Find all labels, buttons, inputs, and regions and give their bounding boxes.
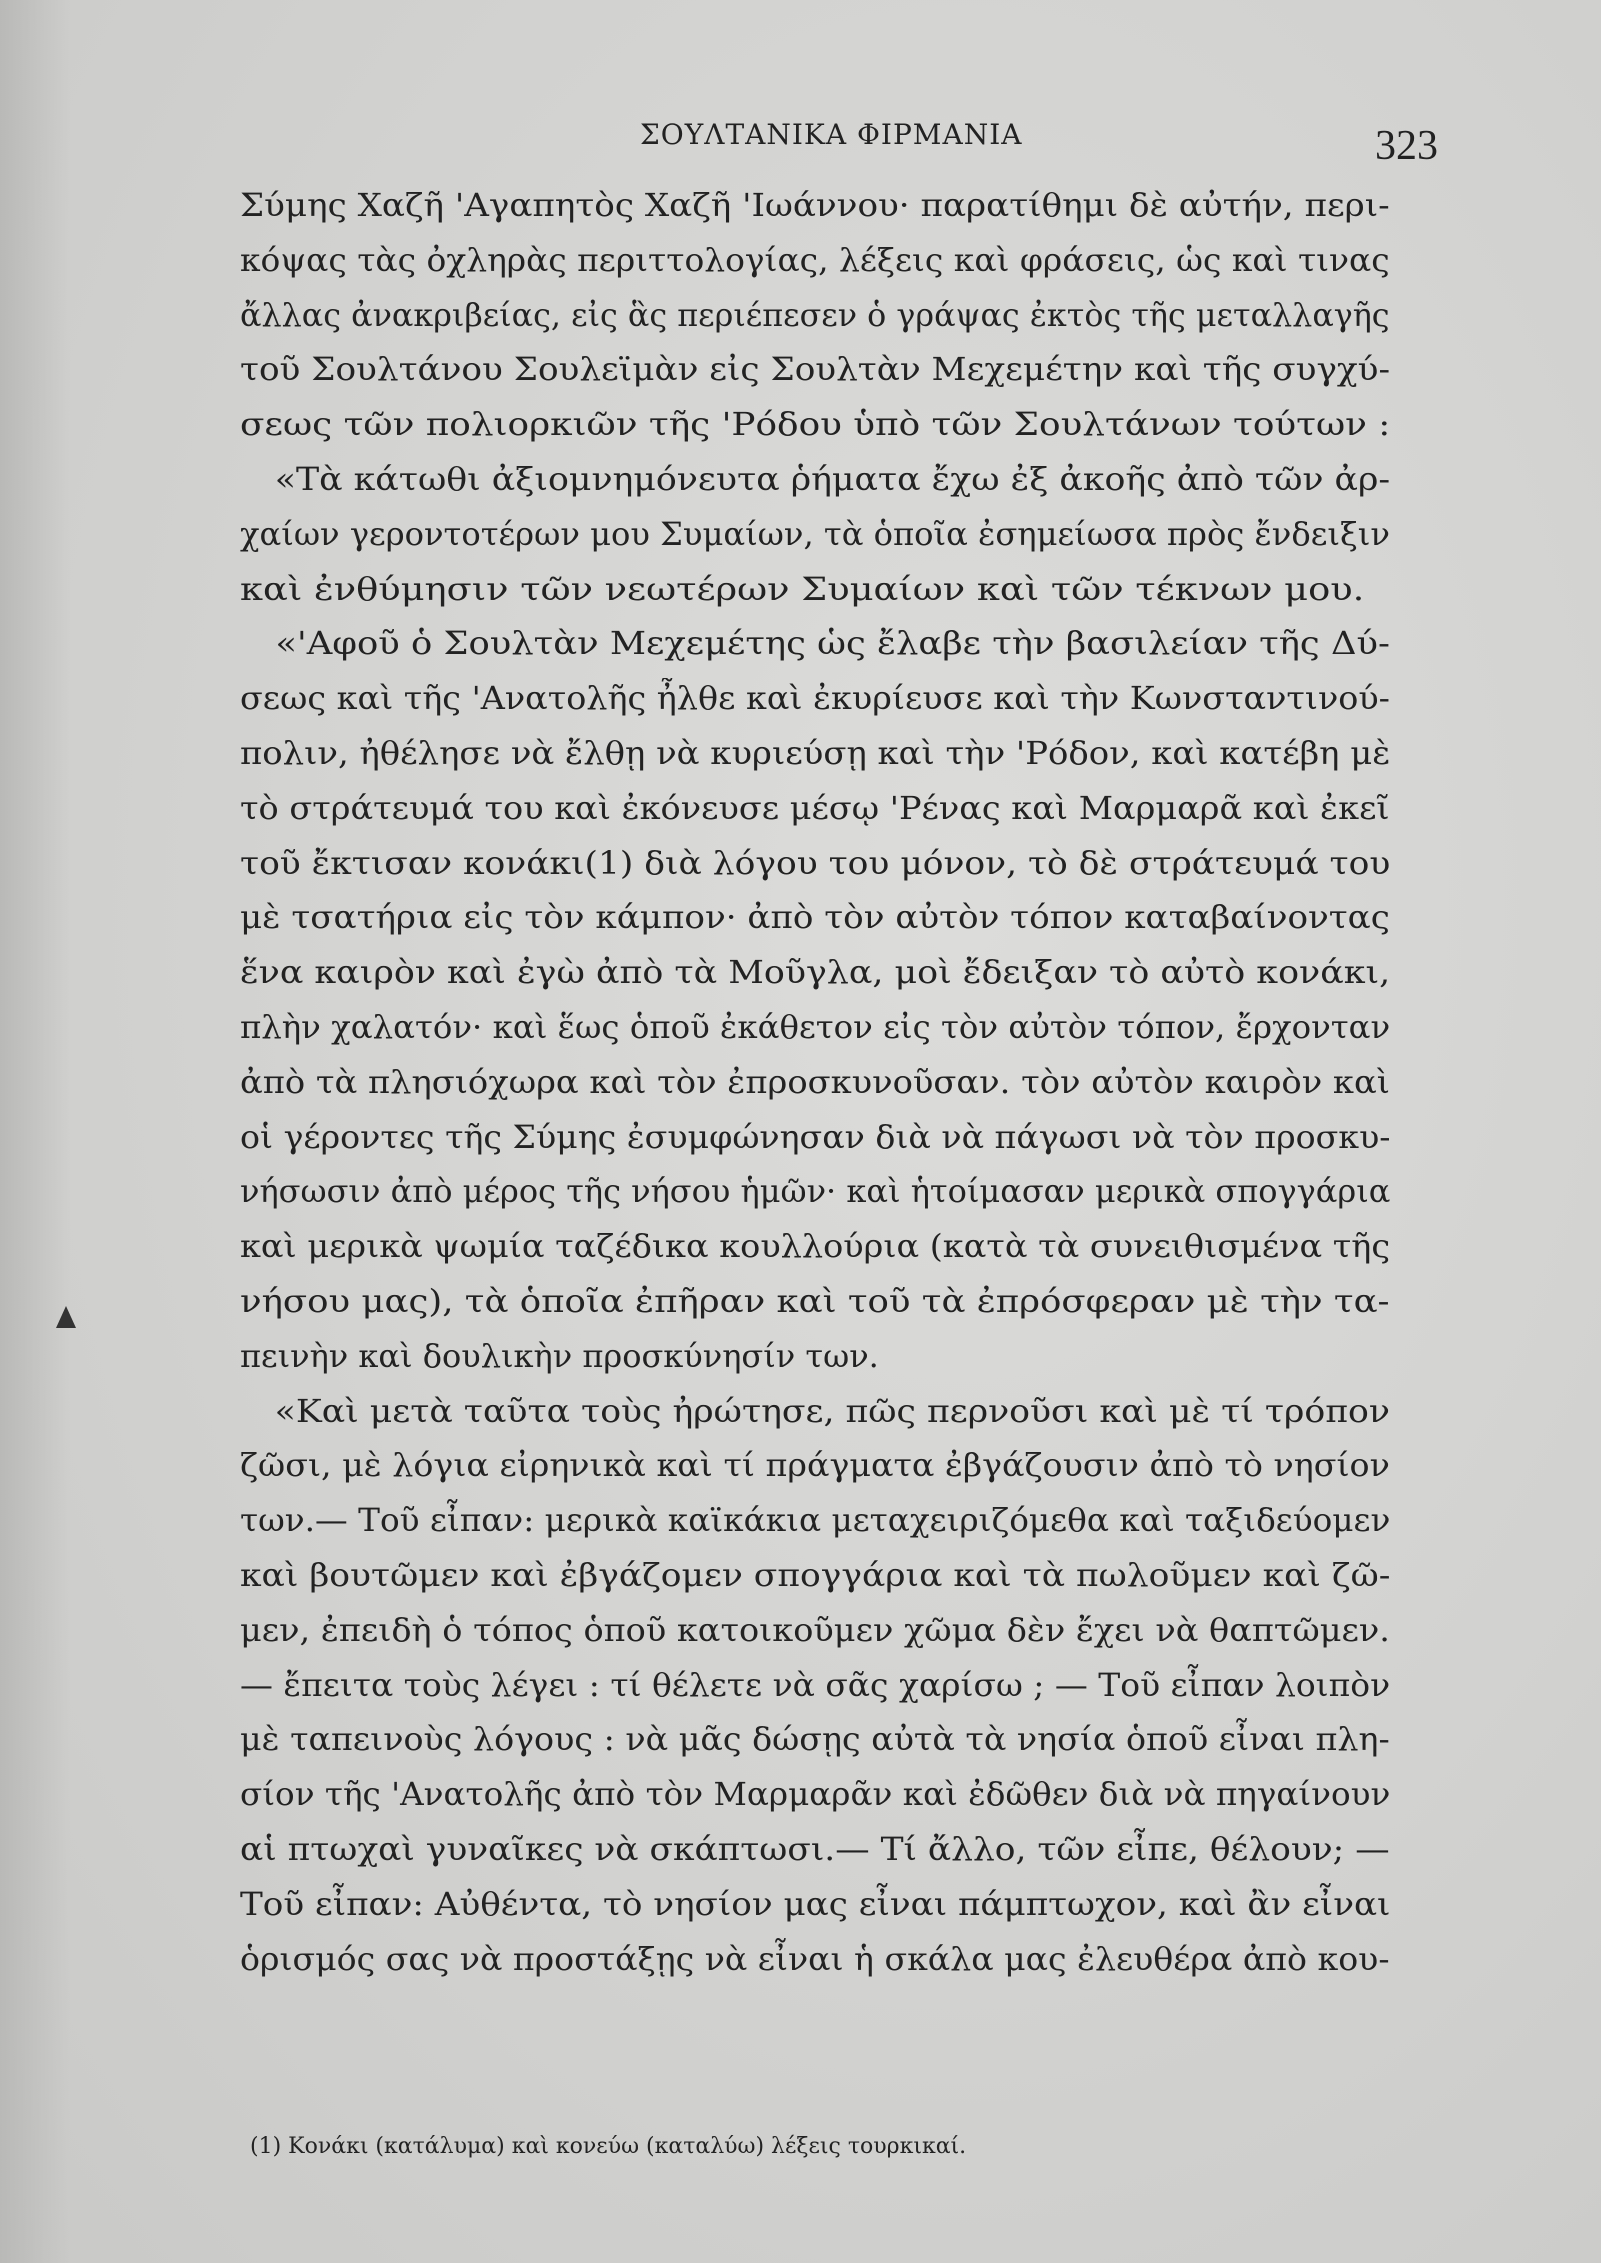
text-line: καὶ μερικὰ ψωμία ταζέδικα κουλλούρια (κατὰ τὰ συνειθισμένα τῆς — [240, 1227, 1391, 1266]
footnote: (1) Κονάκι (κατάλυμα) καὶ κονεύω (καταλύω) λέξεις τουρκικαί. — [250, 2134, 967, 2159]
text-line: σίον τῆς 'Ανατολῆς ἀπὸ τὸν Μαρμαρᾶν καὶ ἐδῶθεν διὰ νὰ πηγαίνουν — [240, 1775, 1391, 1814]
text-line: οἱ γέροντες τῆς Σύμης ἐσυμφώνησαν διὰ νὰ πάγωσι νὰ τὸν προσκυ- — [240, 1117, 1391, 1156]
text-line: — ἔπειτα τοὺς λέγει : τί θέλετε νὰ σᾶς χαρίσω ; — Τοῦ εἶπαν λοιπὸν — [240, 1665, 1391, 1704]
text-line: των.— Τοῦ εἶπαν: μερικὰ καϊκάκια μεταχειριζόμεθα καὶ ταξιδεύομεν — [240, 1501, 1391, 1540]
text-line: σεως τῶν πολιορκιῶν τῆς 'Ρόδου ὑπὸ τῶν Σουλτάνων τούτων : — [240, 405, 1391, 444]
text-line: σεως καὶ τῆς 'Ανατολῆς ἦλθε καὶ ἐκυρίευσε καὶ τὴν Κωνσταντινού- — [240, 679, 1390, 718]
text-line: πεινὴν καὶ δουλικὴν προσκύνησίν των. — [240, 1336, 879, 1375]
text-line: τὸ στράτευμά του καὶ ἐκόνευσε μέσῳ 'Ρένας καὶ Μαρμαρᾶ καὶ ἐκεῖ — [240, 788, 1390, 827]
text-line: καὶ βουτῶμεν καὶ ἐβγάζομεν σπογγάρια καὶ τὰ πωλοῦμεν καὶ ζῶ- — [240, 1555, 1391, 1594]
text-line: αἱ πτωχαὶ γυναῖκες νὰ σκάπτωσι.— Τί ἄλλο, τῶν εἶπε, θέλουν; — — [240, 1829, 1390, 1868]
text-line: ζῶσι, μὲ λόγια εἰρηνικὰ καὶ τί πράγματα ἐβγάζουσιν ἀπὸ τὸ νησίον — [240, 1446, 1390, 1485]
text-line: νήσου μας), τὰ ὁποῖα ἐπῆραν καὶ τοῦ τὰ ἐπρόσφεραν μὲ τὴν τα- — [240, 1281, 1390, 1320]
text-line: Σύμης Χαζῆ 'Αγαπητὸς Χαζῆ 'Ιωάννου· παρατίθημι δὲ αὐτήν, περι- — [240, 186, 1390, 224]
text-line: μὲ ταπεινοὺς λόγους : νὰ μᾶς δώσῃς αὐτὰ τὰ νησία ὁποῦ εἶναι πλη- — [240, 1720, 1390, 1759]
text-line: μεν, ἐπειδὴ ὁ τόπος ὁποῦ κατοικοῦμεν χῶμα δὲν ἔχει νὰ θαπτῶμεν. — [240, 1610, 1390, 1649]
text-line: ἀπὸ τὰ πλησιόχωρα καὶ τὸν ἐπροσκυνοῦσαν. τὸν αὐτὸν καιρὸν καὶ — [240, 1062, 1390, 1101]
text-line: χαίων γεροντοτέρων μου Συμαίων, τὰ ὁποῖα ἐσημείωσα πρὸς ἔνδειξιν — [240, 514, 1390, 553]
text-line: ἄλλας ἀνακριβείας, εἰς ἃς περιέπεσεν ὁ γράψας ἐκτὸς τῆς μεταλλαγῆς — [240, 295, 1390, 334]
paragraph-start-line: «Τὰ κάτωθι ἀξιομνημόνευτα ῥήματα ἔχω ἐξ ἀκοῆς ἀπὸ τῶν ἀρ- — [274, 459, 1391, 498]
running-head: ΣΟΥΛΤΑΝΙΚΑ ΦΙΡΜΑΝΙΑ — [640, 118, 1023, 151]
body-text — [240, 178, 1390, 1986]
paragraph-start-line: «'Αφοῦ ὁ Σουλτὰν Μεχεμέτης ὡς ἔλαβε τὴν βασιλείαν τῆς Δύ- — [275, 624, 1390, 663]
text-line: καὶ ἐνθύμησιν τῶν νεωτέρων Συμαίων καὶ τῶν τέκνων μου. — [240, 569, 1365, 608]
text-line: τοῦ Σουλτάνου Σουλεϊμὰν εἰς Σουλτὰν Μεχεμέτην καὶ τῆς συγχύ- — [240, 350, 1391, 389]
gutter-shadow — [0, 0, 70, 2263]
text-line: πολιν, ἠθέλησε νὰ ἔλθῃ νὰ κυριεύσῃ καὶ τὴν 'Ρόδον, καὶ κατέβη μὲ — [240, 733, 1391, 772]
text-line: ὁρισμός σας νὰ προστάξῃς νὰ εἶναι ἡ σκάλα μας ἐλευθέρα ἀπὸ κου- — [240, 1939, 1390, 1978]
margin-mark — [56, 1306, 76, 1328]
text-line: κόψας τὰς ὀχληρὰς περιττολογίας, λέξεις καὶ φράσεις, ὡς καὶ τινας — [240, 240, 1390, 279]
text-line: νήσωσιν ἀπὸ μέρος τῆς νήσου ἡμῶν· καὶ ἡτοίμασαν μερικὰ σπογγάρια — [240, 1172, 1391, 1211]
page-number: 323 — [1375, 123, 1438, 169]
text-line: ἕνα καιρὸν καὶ ἐγὼ ἀπὸ τὰ Μοῦγλα, μοὶ ἔδειξαν τὸ αὐτὸ κονάκι, — [240, 953, 1391, 992]
text-line: τοῦ ἔκτισαν κονάκι(1) διὰ λόγου του μόνον, τὸ δὲ στράτευμά του — [240, 843, 1391, 882]
text-line: μὲ τσατήρια εἰς τὸν κάμπον· ἀπὸ τὸν αὐτὸν τόπον καταβαίνοντας — [240, 898, 1390, 937]
text-line: πλὴν χαλατόν· καὶ ἕως ὁποῦ ἐκάθετον εἰς τὸν αὐτὸν τόπον, ἔρχονταν — [240, 1007, 1391, 1046]
paragraph-start-line: «Καὶ μετὰ ταῦτα τοὺς ἠρώτησε, πῶς περνοῦσι καὶ μὲ τί τρόπον — [274, 1391, 1390, 1430]
text-line: Τοῦ εἶπαν: Αὐθέντα, τὸ νησίον μας εἶναι πάμπτωχον, καὶ ἂν εἶναι — [240, 1884, 1391, 1923]
